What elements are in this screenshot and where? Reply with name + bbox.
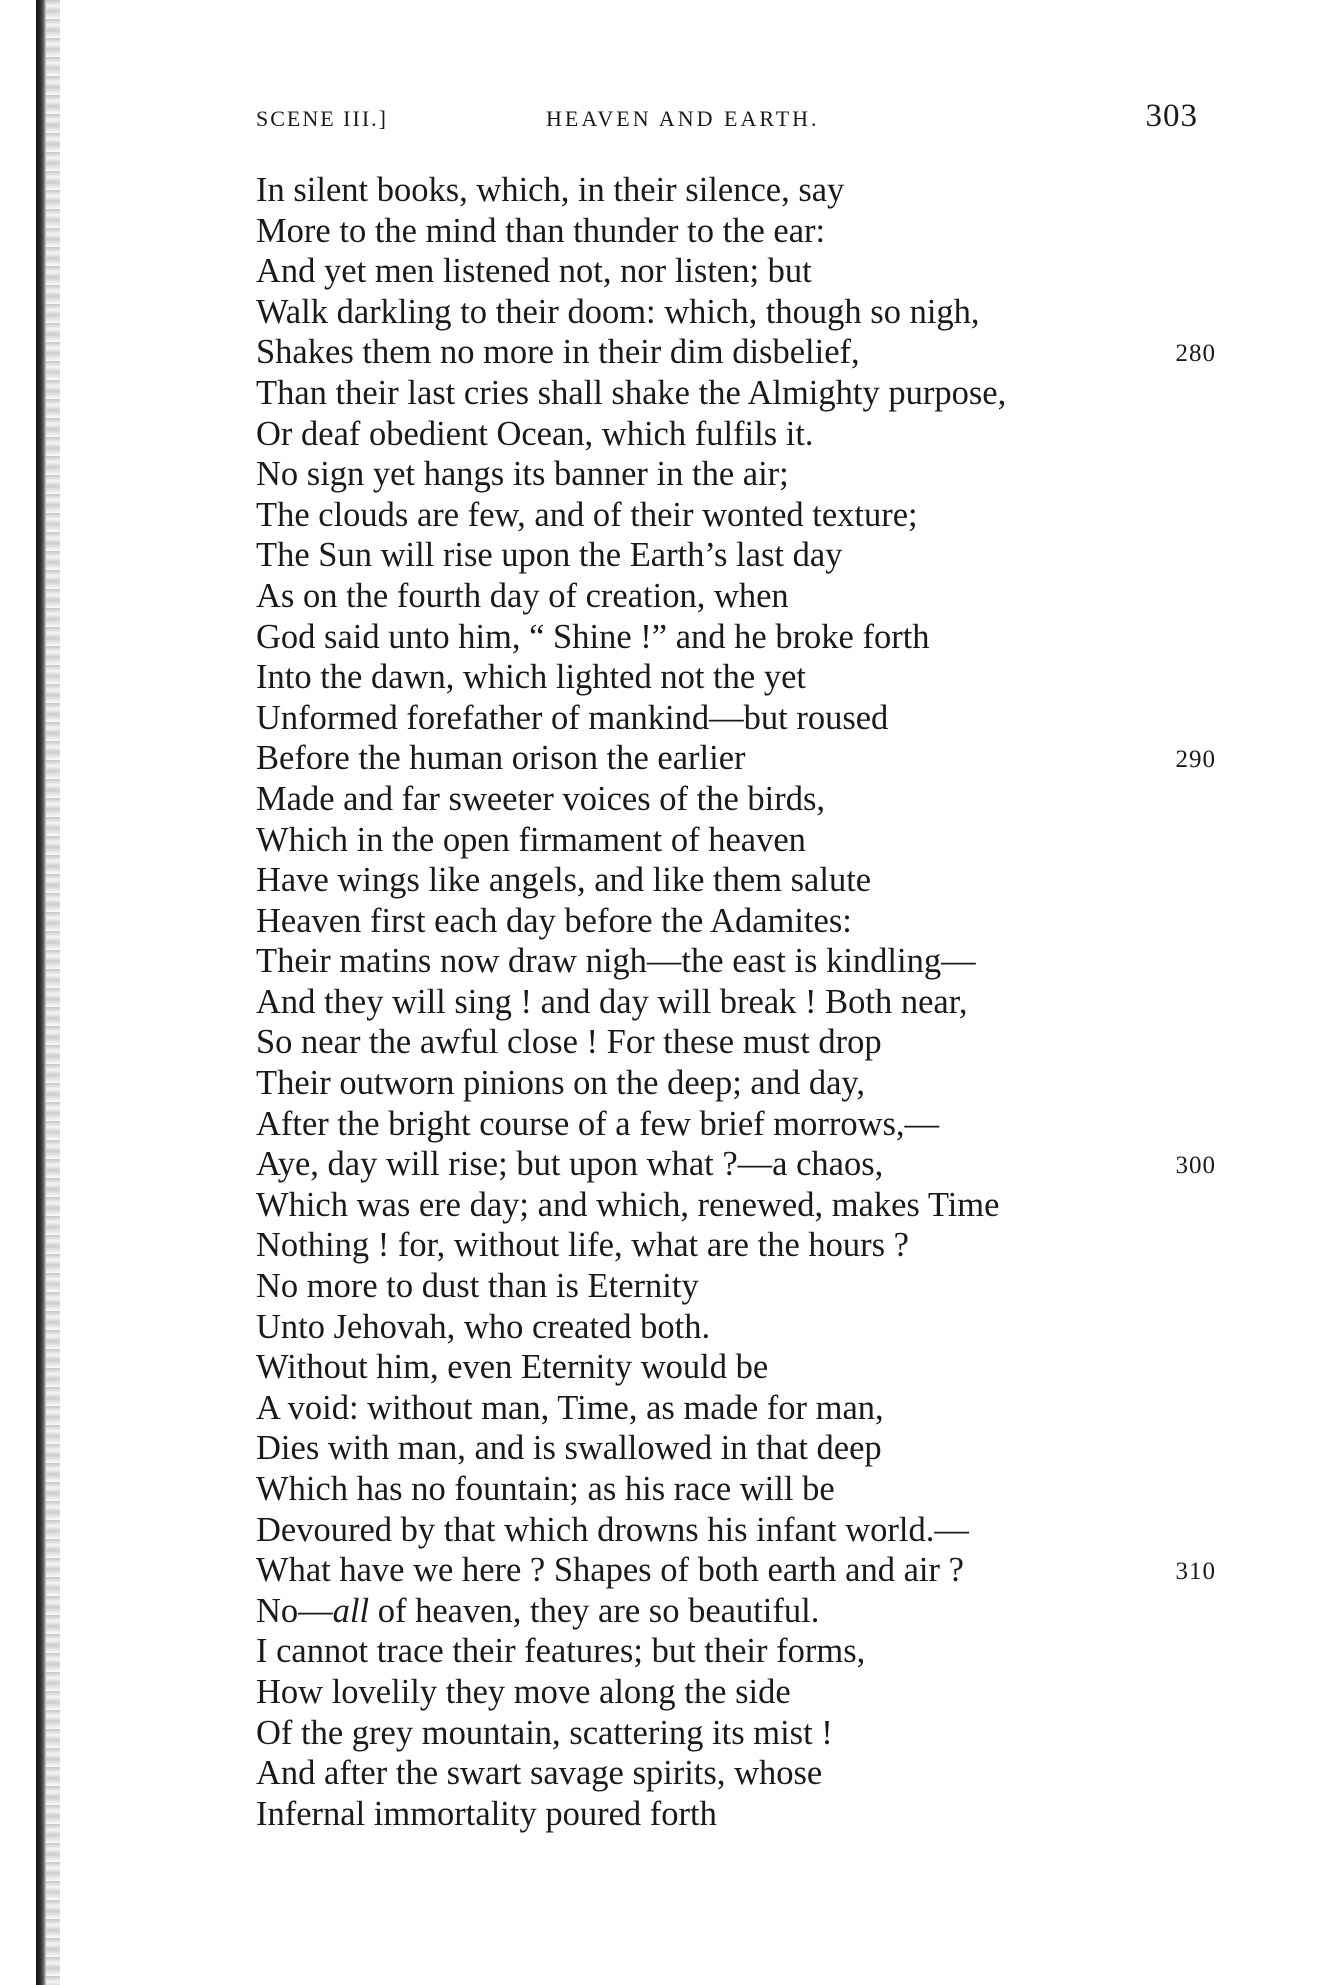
verse-text: A void: without man, Time, as made for man, bbox=[256, 1388, 884, 1427]
line-number: 280 bbox=[1175, 340, 1216, 368]
verse-block bbox=[256, 170, 1216, 1834]
scene-label: SCENE III.] bbox=[256, 106, 388, 131]
verse-text: No sign yet hangs its banner in the air; bbox=[256, 455, 789, 494]
verse-text: As on the fourth day of creation, when bbox=[256, 576, 789, 615]
verse-text: Infernal immortality poured forth bbox=[256, 1794, 717, 1833]
verse-text: And yet men listened not, nor listen; but bbox=[256, 252, 812, 291]
running-head bbox=[256, 98, 1206, 134]
verse-text: The Sun will rise upon the Earth’s last day bbox=[256, 536, 843, 575]
verse-text: Unto Jehovah, who created both. bbox=[256, 1307, 711, 1346]
verse-text: God said unto him, “ Shine !” and he broke forth bbox=[256, 617, 930, 656]
verse-text: Into the dawn, which lighted not the yet bbox=[256, 658, 806, 697]
verse-text: In silent books, which, in their silence, say bbox=[256, 171, 845, 209]
verse-line bbox=[256, 779, 1216, 820]
verse-line bbox=[256, 901, 1216, 942]
verse-line bbox=[256, 454, 1216, 495]
verse-text: Which in the open firmament of heaven bbox=[256, 820, 806, 859]
verse-text: Than their last cries shall shake the Almighty purpose, bbox=[256, 373, 1007, 412]
verse-line bbox=[256, 373, 1216, 414]
running-title: HEAVEN AND EARTH. bbox=[546, 106, 820, 131]
verse-line bbox=[256, 698, 1216, 739]
verse-line bbox=[256, 1104, 1216, 1145]
verse-text: Walk darkling to their doom: which, though so nigh, bbox=[256, 292, 980, 331]
line-number: 310 bbox=[1175, 1558, 1216, 1586]
verse-line bbox=[256, 1388, 1216, 1429]
verse-line bbox=[256, 1022, 1216, 1063]
verse-text: More to the mind than thunder to the ear: bbox=[256, 211, 826, 250]
verse-text: Their matins now draw nigh—the east is kindling— bbox=[256, 942, 976, 981]
verse-line bbox=[256, 211, 1216, 252]
page-number: 303 bbox=[1145, 98, 1198, 134]
binding-edge bbox=[36, 0, 46, 1985]
verse-line bbox=[256, 1510, 1216, 1551]
verse-text: of heaven, they are so beautiful. bbox=[369, 1591, 820, 1630]
verse-line bbox=[256, 1753, 1216, 1794]
verse-text: No more to dust than is Eternity bbox=[256, 1267, 699, 1306]
verse-text: Without him, even Eternity would be bbox=[256, 1348, 769, 1387]
verse-line bbox=[256, 576, 1216, 617]
verse-line bbox=[256, 1631, 1216, 1672]
verse-line bbox=[256, 1550, 1216, 1591]
verse-line bbox=[256, 860, 1216, 901]
verse-text-italic: all bbox=[332, 1591, 370, 1630]
verse-line bbox=[256, 738, 1216, 779]
verse-text: No— bbox=[256, 1591, 333, 1630]
verse-line bbox=[256, 1063, 1216, 1104]
verse-line bbox=[256, 1266, 1216, 1307]
verse-text: How lovelily they move along the side bbox=[256, 1672, 791, 1711]
verse-text: Made and far sweeter voices of the birds, bbox=[256, 779, 826, 818]
verse-text: Their outworn pinions on the deep; and day, bbox=[256, 1064, 866, 1103]
verse-text: Before the human orison the earlier bbox=[256, 739, 746, 778]
binding-shadow bbox=[46, 0, 60, 1985]
verse-text: Unformed forefather of mankind—but roused bbox=[256, 698, 889, 737]
verse-text: Shakes them no more in their dim disbelief, bbox=[256, 333, 860, 372]
verse-line bbox=[256, 292, 1216, 333]
verse-line bbox=[256, 617, 1216, 658]
verse-text: So near the awful close ! For these must drop bbox=[256, 1023, 882, 1062]
verse-line bbox=[256, 1591, 1216, 1632]
verse-text: I cannot trace their features; but their forms, bbox=[256, 1632, 866, 1671]
verse-line bbox=[256, 1428, 1216, 1469]
verse-text: Aye, day will rise; but upon what ?—a chaos, bbox=[256, 1145, 884, 1184]
verse-line bbox=[256, 495, 1216, 536]
verse-text: And they will sing ! and day will break ! Both near, bbox=[256, 982, 968, 1021]
verse-line bbox=[256, 1672, 1216, 1713]
verse-text: What have we here ? Shapes of both earth and air ? bbox=[256, 1551, 964, 1590]
verse-line bbox=[256, 657, 1216, 698]
verse-text: Nothing ! for, without life, what are the hours ? bbox=[256, 1226, 909, 1265]
verse-line bbox=[256, 1347, 1216, 1388]
verse-line bbox=[256, 1469, 1216, 1510]
verse-line bbox=[256, 1144, 1216, 1185]
verse-line bbox=[256, 941, 1216, 982]
verse-text: Which was ere day; and which, renewed, makes Time bbox=[256, 1185, 1000, 1224]
verse-line bbox=[256, 414, 1216, 455]
line-number: 300 bbox=[1175, 1152, 1216, 1180]
line-number: 290 bbox=[1175, 746, 1216, 774]
verse-line bbox=[256, 332, 1216, 373]
verse-line bbox=[256, 1713, 1216, 1754]
verse-text: Which has no fountain; as his race will be bbox=[256, 1470, 835, 1508]
verse-line bbox=[256, 1225, 1216, 1266]
verse-text: Of the grey mountain, scattering its mist ! bbox=[256, 1713, 833, 1752]
verse-line bbox=[256, 1794, 1216, 1835]
verse-line bbox=[256, 170, 1216, 211]
verse-text: The clouds are few, and of their wonted texture; bbox=[256, 495, 918, 534]
verse-text: And after the swart savage spirits, whose bbox=[256, 1754, 823, 1793]
verse-line bbox=[256, 820, 1216, 861]
verse-line bbox=[256, 982, 1216, 1023]
verse-text: Devoured by that which drowns his infant world.— bbox=[256, 1510, 969, 1549]
verse-line bbox=[256, 1307, 1216, 1348]
verse-text: After the bright course of a few brief morrows,— bbox=[256, 1104, 940, 1143]
verse-text: Have wings like angels, and like them salute bbox=[256, 861, 872, 900]
verse-text: Or deaf obedient Ocean, which fulfils it. bbox=[256, 414, 814, 453]
verse-line bbox=[256, 251, 1216, 292]
verse-text: Dies with man, and is swallowed in that deep bbox=[256, 1429, 882, 1468]
verse-line bbox=[256, 1185, 1216, 1226]
verse-line bbox=[256, 535, 1216, 576]
verse-text: Heaven first each day before the Adamites: bbox=[256, 901, 852, 940]
